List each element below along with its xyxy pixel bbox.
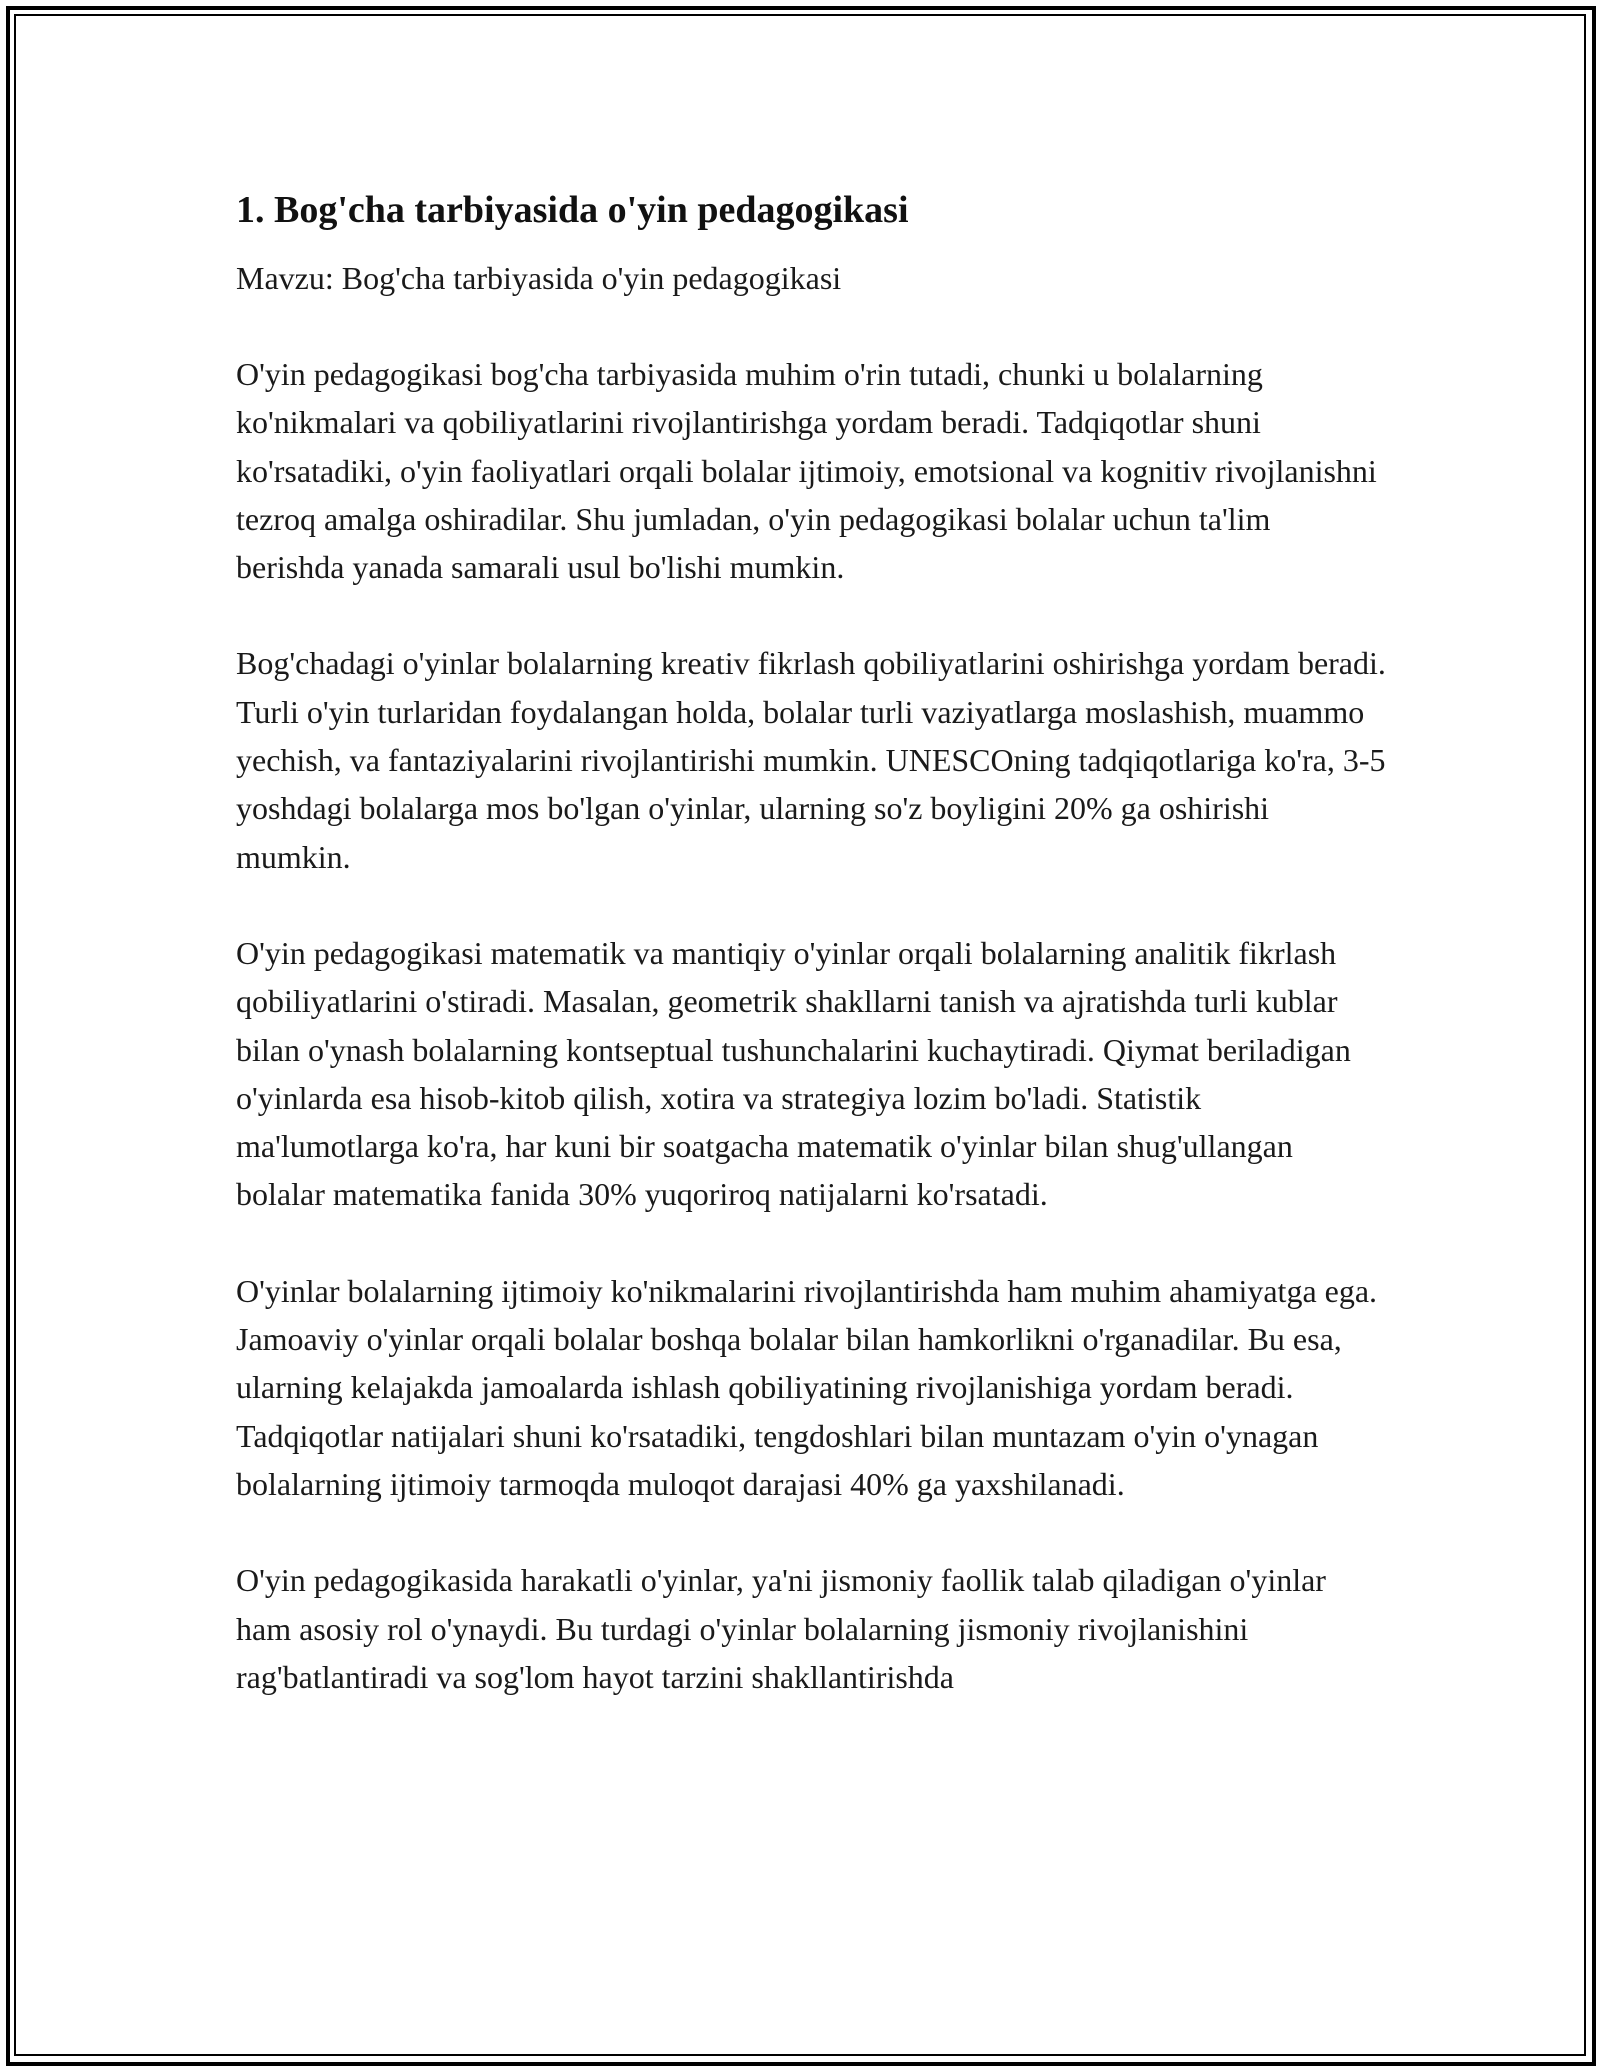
paragraph: O'yin pedagogikasida harakatli o'yinlar, ya'ni jismoniy faollik talab qiladigan o'yinlar ham asosiy rol o'ynaydi. Bu turdagi o'yinlar bolalarning jismoniy rivojlanishini rag'batlantiradi va sog'lom hayot tarzini shakllantirishda: [236, 1562, 1326, 1695]
paragraph: O'yinlar bolalarning ijtimoiy ko'nikmalarini rivojlantirishda ham muhim ahamiyatga ega. Jamoaviy o'yinlar orqali bolalar boshqa bolalar bilan hamkorlikni o'rganadilar. Bu esa, ularning kelajakda jamoalarda ishlash qobiliyatining rivojlanishiga yordam beradi. Tadqiqotlar natijalari shuni ko'rsatadiki, tengdoshlari bilan muntazam o'yin o'ynagan bolalarning ijtimoiy tarmoqda muloqot darajasi 40% ga yaxshilanadi.: [236, 1272, 1378, 1502]
paragraph: Bog'chadagi o'yinlar bolalarning kreativ fikrlash qobiliyatlarini oshirishga yordam beradi. Turli o'yin turlaridan foydalangan holda, bolalar turli vaziyatlarga moslashish, muammo yechish, va fantaziyalarini rivojlantirishi mumkin. UNESCOning tadqiqotlariga ko'ra, 3-5 yoshdagi bolalarga mos bo'lgan o'yinlar, ularning so'z boyligini 20% ga oshirishi mumkin.: [236, 645, 1386, 875]
topic-line: Mavzu: Bog'cha tarbiyasida o'yin pedagogikasi: [236, 260, 842, 296]
paragraph: O'yin pedagogikasi matematik va mantiqiy o'yinlar orqali bolalarning analitik fikrlash qobiliyatlarini o'stiradi. Masalan, geometrik shakllarni tanish va ajratishda turli kublar bilan o'ynash bolalarning kontseptual tushunchalarini kuchaytiradi. Qiymat beriladigan o'yinlarda esa hisob-kitob qilish, xotira va strategiya lozim bo'ladi. Statistik ma'lumotlarga ko'ra, har kuni bir soatgacha matematik o'yinlar bilan shug'ullangan bolalar matematika fanida 30% yuqoriroq natijalarni ko'rsatadi.: [236, 934, 1351, 1213]
document-body: [236, 186, 1386, 1749]
paragraph: O'yin pedagogikasi bog'cha tarbiyasida muhim o'rin tutadi, chunki u bolalarning ko'nikmalari va qobiliyatlarini rivojlantirishga yordam beradi. Tadqiqotlar shuni ko'rsatadiki, o'yin faoliyatlari orqali bolalar ijtimoiy, emotsional va kognitiv rivojlanishni tezroq amalga oshiradilar. Shu jumladan, o'yin pedagogikasi bolalar uchun ta'lim berishda yanada samarali usul bo'lishi mumkin.: [236, 356, 1377, 586]
document-title: 1. Bog'cha tarbiyasida o'yin pedagogikasi: [236, 189, 909, 231]
